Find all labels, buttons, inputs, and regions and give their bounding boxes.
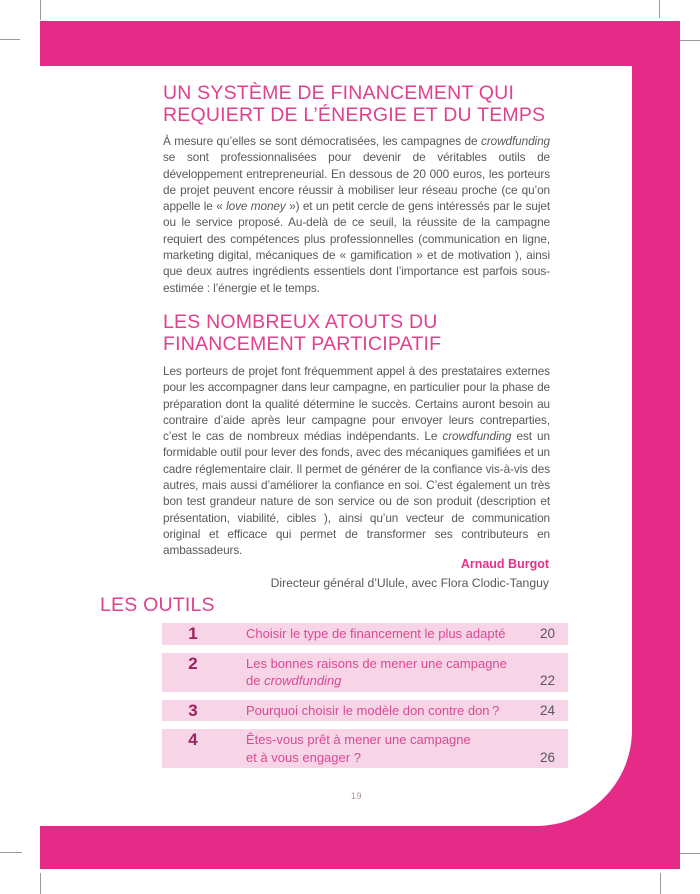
toc-item-label: Pourquoi choisir le modèle don contre don ? <box>246 702 500 718</box>
attribution <box>163 557 549 591</box>
crop-mark <box>40 873 41 894</box>
paragraph-financement: À mesure qu’elles se sont démocratisées, les campagnes de crowdfunding se sont professionnalisées pour devenir de véritables outils de développement entrepreneurial. En dessous de 20 000 euros, les porteurs de projet peuvent encore réussir à mobiliser leur réseau proche (ce qu’on appelle le « love money ») et un petit cercle de gens intéressés par le sujet ou le service proposé. Au-delà de ce seuil, la réussite de la campagne requiert des compétences plus professionnelles (communication en ligne, marketing digital, mécaniques de « gamification » et de motivation ), ainsi que deux autres ingrédients essentiels dont l’importance est parfois sous-estimée : l’énergie et le temps. <box>163 134 550 295</box>
crop-mark <box>680 40 700 41</box>
section-title-line: REQUIERT DE L’ÉNERGIE ET DU TEMPS <box>163 104 546 126</box>
author-role: Directeur général d’Ulule, avec Flora Clodic-Tanguy <box>270 576 549 590</box>
toc-item-page: 20 <box>539 626 555 641</box>
toc-item-page: 24 <box>539 702 555 718</box>
toc-item-number: 3 <box>188 700 198 720</box>
toc-row <box>162 623 568 645</box>
toc-item-label: Les bonnes raisons de mener une campagne de crowdfunding <box>246 655 507 688</box>
toc-item-label: Êtes-vous prêt à mener une campagne et à vous engager ? <box>246 732 471 765</box>
toc-title: LES OUTILS <box>100 594 215 616</box>
section-title-line: LES NOMBREUX ATOUTS DU <box>163 311 438 333</box>
toc-list <box>162 623 568 776</box>
section-title-line: FINANCEMENT PARTICIPATIF <box>163 333 442 355</box>
toc-item-label: Choisir le type de financement le plus adapté <box>246 626 506 641</box>
toc-item-page: 22 <box>539 673 555 688</box>
section-title-financement <box>163 82 603 126</box>
crop-mark <box>660 873 661 894</box>
crop-mark <box>0 39 20 40</box>
toc-row <box>162 653 568 692</box>
section-title-atouts <box>163 311 603 355</box>
toc-item-page: 26 <box>539 749 555 765</box>
crop-mark <box>0 852 22 853</box>
toc-row <box>162 700 568 722</box>
section-title-line: UN SYSTÈME DE FINANCEMENT QUI <box>163 82 515 104</box>
crop-mark <box>40 0 41 20</box>
page-number: 19 <box>350 791 362 801</box>
toc-item-number: 2 <box>188 653 198 673</box>
paragraph-atouts: Les porteurs de projet font fréquemment appel à des prestataires externes pour les accompagner dans leur campagne, en particulier pour la phase de préparation dont la qualité détermine le succès. Certains auront besoin au contraire d’aide après leur campagne pour envoyer leurs contreparties, c’est le cas de nombreux médias indépendants. Le crowdfunding est un formidable outil pour lever des fonds, avec des mécaniques gamifiées et un cadre réglementaire clair. Il permet de générer de la confiance vis-à-vis des autres, mais aussi d’améliorer la confiance en soi. C’est également un très bon test grandeur nature de son service ou de son produit (description et présentation, viabilité, cibles ), ainsi qu’un vecteur de communication original et efficace qui permet de transformer ses contributeurs en ambassadeurs. <box>163 364 550 558</box>
crop-mark <box>659 0 660 18</box>
toc-item-number: 4 <box>188 730 198 749</box>
crop-mark <box>680 853 700 854</box>
toc-item-number: 1 <box>188 624 198 643</box>
author-name: Arnaud Burgot <box>460 557 549 571</box>
toc-row <box>162 729 568 768</box>
